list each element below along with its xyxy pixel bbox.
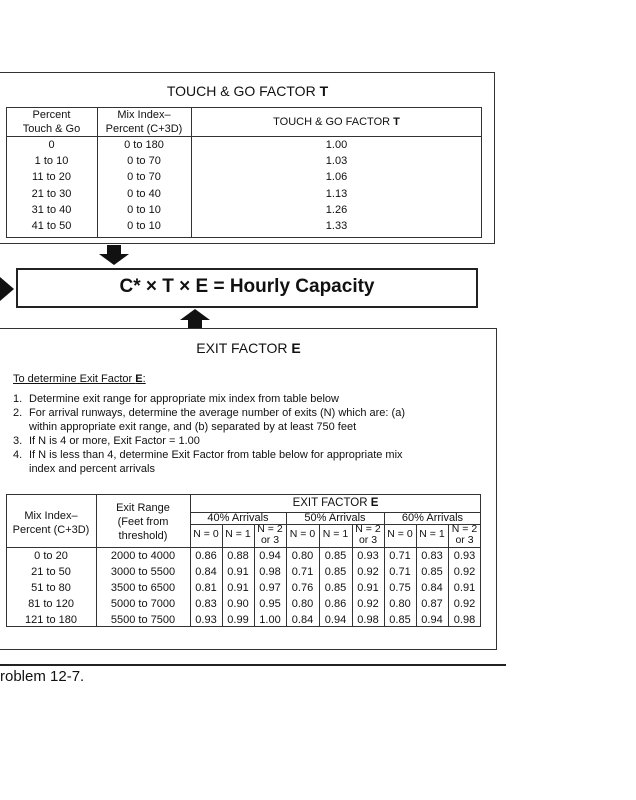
down-arrow-stem (107, 245, 121, 254)
table-cell: 0.80 (291, 598, 314, 610)
table-cell: 0.92 (357, 566, 379, 578)
instruction-step: 4. If N is less than 4, determine Exit Factor from table below for appropriate mix index and percent arrivals (13, 449, 403, 475)
formula-text: C* × T × E = Hourly Capacity (119, 276, 375, 297)
table-cell: 1.06 (325, 171, 348, 184)
table-cell: 0.91 (227, 582, 249, 594)
table-cell: 0.86 (195, 550, 217, 562)
table-cell: 0.94 (421, 614, 443, 626)
table-cell: 0.85 (324, 550, 347, 562)
n-header: N = 2 or 3 (257, 523, 283, 546)
table-cell: 0.75 (389, 582, 411, 594)
table-cell: 0 to 70 (127, 155, 161, 168)
arrivals-60-header: 60% Arrivals (401, 512, 464, 524)
table-cell: 0.80 (291, 550, 314, 562)
arrivals-40-header: 40% Arrivals (207, 512, 269, 524)
table-cell: 121 to 180 (25, 614, 77, 626)
table-cell: 0.99 (227, 614, 249, 626)
table-cell: 21 to 30 (31, 187, 72, 200)
instruction-step: 2. For arrival runways, determine the average number of exits (N) which are: (a) within appropriate exit range, and (b) separated by at least 750 feet (13, 407, 405, 433)
exit-header-range: Exit Range (Feet from threshold) (116, 502, 170, 542)
table-cell: 0.71 (389, 566, 411, 578)
table-cell: 0.91 (453, 582, 476, 594)
table-cell: 0.94 (324, 614, 347, 626)
tg-header-factor: TOUCH & GO FACTOR T (273, 116, 400, 128)
table-cell: 0.85 (389, 614, 411, 626)
n-header: N = 2 or 3 (355, 523, 381, 546)
table-cell: 2000 to 4000 (110, 550, 176, 562)
table-cell: 0.95 (259, 598, 281, 610)
table-cell: 5500 to 7500 (110, 614, 176, 626)
table-cell: 0 to 70 (127, 171, 161, 184)
table-cell: 0.85 (324, 566, 347, 578)
table-cell: 0.97 (259, 582, 281, 594)
instruction-step: 1. Determine exit range for appropriate mix index from table below (13, 393, 339, 405)
table-cell: 0.83 (195, 598, 217, 610)
table-cell: 0 to 40 (127, 187, 161, 200)
caption-rule (0, 664, 506, 666)
n-header: N = 1 (419, 528, 445, 540)
table-cell: 0.83 (421, 550, 443, 562)
exit-factor-group-header: EXIT FACTOR E (292, 497, 379, 509)
table-cell: 0 to 10 (127, 203, 161, 216)
table-cell: 81 to 120 (28, 598, 74, 610)
table-cell: 1 to 10 (34, 155, 69, 168)
table-cell: 0.71 (291, 566, 314, 578)
table-cell: 0.84 (421, 582, 443, 594)
table-cell: 0.98 (453, 614, 476, 626)
table-cell: 0 (48, 139, 55, 151)
table-cell: 0.86 (324, 598, 347, 610)
exit-row-divider (190, 524, 481, 525)
up-arrow-icon (180, 309, 210, 320)
exit-row-divider (6, 547, 481, 548)
table-cell: 0.84 (291, 614, 314, 626)
table-cell: 0.84 (195, 566, 217, 578)
table-cell: 0.91 (357, 582, 379, 594)
instructions-heading: To determine Exit Factor E: (13, 373, 146, 385)
table-cell: 11 to 20 (32, 171, 71, 184)
table-cell: 0.92 (357, 598, 379, 610)
exit-header-mix-index: Mix Index– Percent (C+3D) (12, 510, 90, 536)
table-cell: 0.98 (259, 566, 281, 578)
table-cell: 0.93 (357, 550, 379, 562)
table-cell: 0.88 (227, 550, 249, 562)
table-cell: 0.92 (453, 598, 476, 610)
tg-col-mix (97, 137, 191, 234)
n-header: N = 1 (322, 528, 349, 540)
table-cell: 0.93 (453, 550, 476, 562)
tg-col-factor (191, 137, 482, 234)
table-cell: 3000 to 5500 (110, 566, 176, 578)
arrivals-50-header: 50% Arrivals (304, 512, 366, 524)
table-cell: 31 to 40 (31, 203, 72, 216)
table-cell: 51 to 80 (31, 582, 71, 594)
tg-header-percent: Percent Touch & Go (22, 109, 81, 135)
table-cell: 0.92 (453, 566, 476, 578)
table-cell: 0.85 (421, 566, 443, 578)
table-cell: 1.03 (325, 155, 348, 168)
touch-go-title: TOUCH & GO FACTOR T (166, 83, 329, 99)
table-cell: 1.00 (259, 614, 281, 626)
table-cell: 3500 to 6500 (110, 582, 176, 594)
table-cell: 41 to 50 (31, 220, 72, 233)
table-cell: 0.91 (227, 566, 249, 578)
table-cell: 0.93 (195, 614, 217, 626)
exit-factor-title: EXIT FACTOR E (196, 340, 301, 356)
n-header: N = 0 (193, 528, 219, 540)
table-cell: 1.00 (325, 139, 348, 151)
exit-instructions (13, 372, 473, 476)
table-cell: 1.26 (325, 203, 348, 216)
table-cell: 0.81 (195, 582, 217, 594)
tg-col-percent (6, 137, 97, 234)
table-cell: 0.85 (324, 582, 347, 594)
table-cell: 0.76 (291, 582, 314, 594)
n-header: N = 0 (289, 528, 316, 540)
table-cell: 0.71 (389, 550, 411, 562)
table-cell: 0.98 (357, 614, 379, 626)
n-header: N = 2 or 3 (451, 523, 478, 546)
table-cell: 5000 to 7000 (110, 598, 176, 610)
table-cell: 0.87 (421, 598, 443, 610)
table-cell: 0.94 (259, 550, 281, 562)
table-cell: 0 to 10 (127, 220, 161, 233)
instruction-step: 3. If N is 4 or more, Exit Factor = 1.00 (13, 435, 200, 447)
table-cell: 21 to 50 (31, 566, 71, 578)
n-header: N = 0 (387, 528, 413, 540)
table-cell: 0 to 20 (34, 550, 68, 562)
tg-header-mix-index: Mix Index– Percent (C+3D) (105, 109, 183, 135)
table-cell: 0 to 180 (124, 139, 164, 151)
n-header: N = 1 (225, 528, 251, 540)
table-cell: 0.90 (227, 598, 249, 610)
table-cell: 1.13 (325, 187, 348, 200)
table-cell: 1.33 (325, 220, 348, 233)
down-arrow-icon (99, 254, 129, 265)
figure-caption: roblem 12-7. (0, 668, 85, 685)
right-arrow-icon (0, 277, 14, 301)
table-cell: 0.80 (389, 598, 411, 610)
